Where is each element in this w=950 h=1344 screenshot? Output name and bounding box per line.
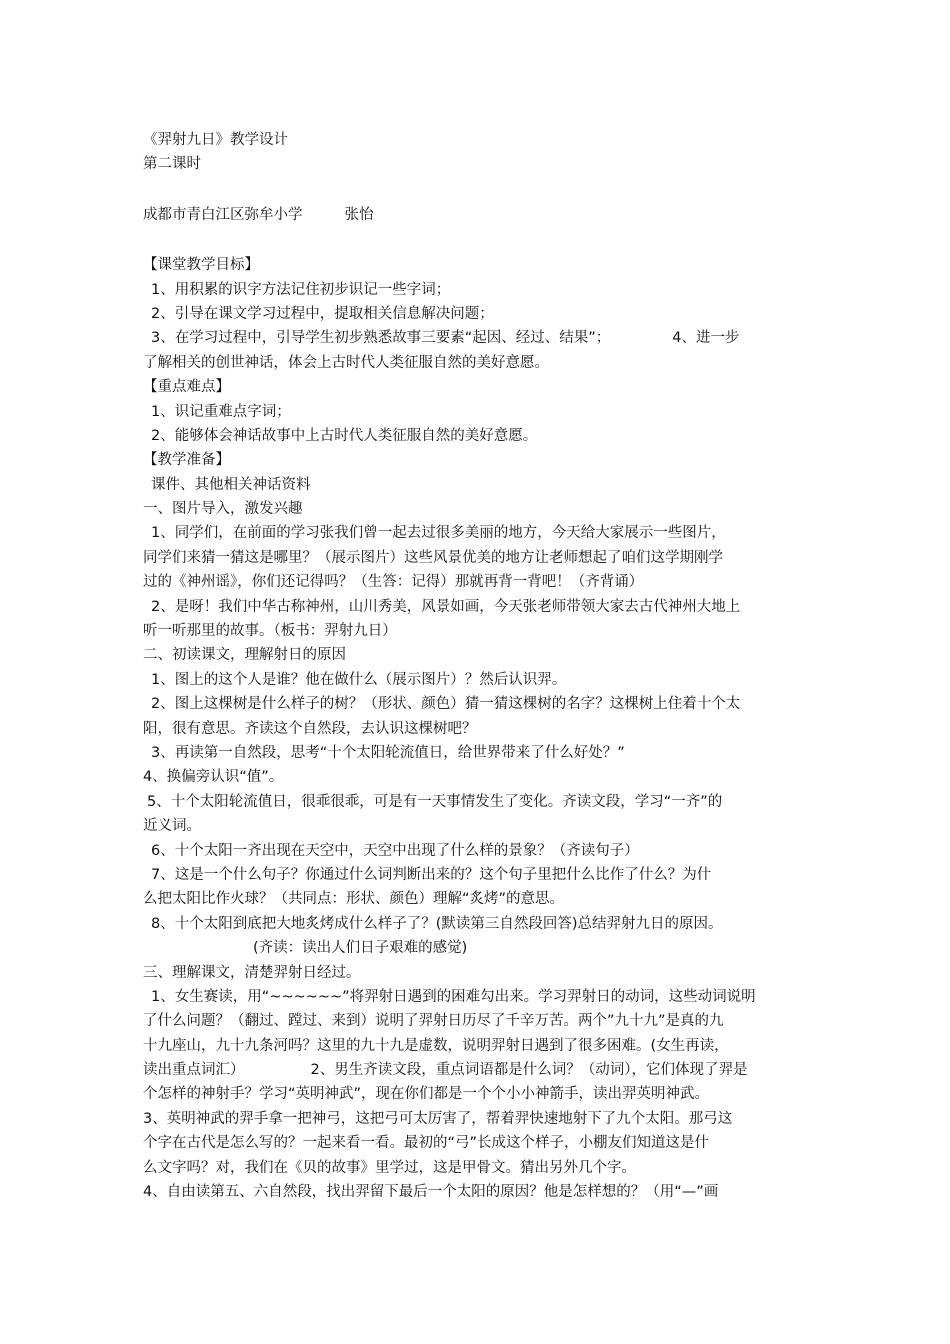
goal-item-4-start: 4、进一步 (672, 330, 740, 347)
part2-step-3: 3、再读第一自然段，思考“十个太阳轮流值日，给世界带来了什么好处？” (151, 744, 625, 761)
part2-step-6: 6、十个太阳一齐出现在天空中，天空中出现了什么样的景象？（齐读句子） (151, 842, 639, 859)
part3-q3-line2: 个字在古代是怎么写的？一起来看一看。最初的“弓”长成这个样子，小棚友们知道这是什 (143, 1135, 710, 1152)
goal-item-4-end: 了解相关的创世神话，体会上古时代人类征服自然的美好意愿。 (143, 354, 549, 371)
goals-heading: 【课堂教学目标】 (143, 257, 259, 274)
part2-step-2-line2: 阳，很有意思。齐读这个自然段，去认识这棵树吧？ (143, 720, 477, 737)
goal-item-3 (143, 326, 810, 350)
part3-q2-start: 2、男生齐读文段，重点词语都是什么词？（动词），它们体现了羿是 (310, 1062, 748, 1079)
prep-heading: 【教学准备】 (143, 452, 230, 469)
part3-q1-line4 (143, 1058, 810, 1082)
part3-q1-line3: 十九座山，九十九条河吗？这里的九十九是虚数，说明羿射日遇到了很多困难。(女生再读， (143, 1037, 729, 1054)
author-line (143, 203, 810, 227)
part2-step-1: 1、图上的这个人是谁？他在做什么（展示图片）？然后认识羿。 (151, 671, 567, 688)
goal-item-2: 2、引导在课文学习过程中，提取相关信息解决问题； (151, 305, 494, 322)
part2-step-4: 4、换偏旁认识“值”。 (143, 769, 284, 786)
part1-p1-line1: 1、同学们，在前面的学习张我们曾一起去过很多美丽的地方，今天给大家展示一些图片， (151, 525, 726, 542)
prep-text: 课件、其他相关神话资料 (151, 476, 311, 493)
part3-q1-line2: 了什么问题？（翻过、蹚过、来到）说明了羿射日历尽了千辛万苦。两个”九十九”是真的九 (143, 1013, 724, 1030)
part3-q1-line1: 1、女生赛读，用“~~~~~~”将羿射日遇到的困难勾出来。学习羿射日的动词，这些动词说明 (151, 988, 756, 1005)
goal-item-3-text: 3、在学习过程中，引导学生初步熟悉故事三要素“起因、经过、结果”； (151, 330, 611, 347)
document-page (143, 128, 810, 1204)
part2-step-5-line1: 5、十个太阳轮流值日，很乖很乖，可是有一天事情发生了变化。齐读文段，学习“一齐”的 (147, 793, 723, 810)
part2-heading: 二、初读课文，理解射日的原因 (143, 647, 346, 664)
part3-q3-line1: 3、英明神武的羿手拿一把神弓，这把弓可太厉害了，帮着羿快速地射下了九个太阳。那弓这 (143, 1110, 733, 1127)
doc-subtitle: 第二课时 (143, 156, 201, 173)
author-name: 张怡 (344, 206, 374, 223)
part1-p2-line2: 听一听那里的故事。（板书：羿射九日） (143, 623, 397, 640)
part2-step-2-line1: 2、图上这棵树是什么样子的树？（形状、颜色）猜一猜这棵树的名字？这棵树上住着十个太 (151, 696, 741, 713)
part2-step-5-line2: 近义词。 (143, 818, 201, 835)
part3-q3-line3: 么文字吗？对，我们在《贝的故事》里学过，这是甲骨文。猜出另外几个字。 (143, 1159, 636, 1176)
keypoints-heading: 【重点难点】 (143, 379, 230, 396)
keypoint-item-1: 1、识记重难点字词； (151, 403, 291, 420)
goal-item-1: 1、用积累的识字方法记住初步识记一些字词； (151, 281, 451, 298)
school-name: 成都市青白江区弥牟小学 (143, 206, 303, 223)
part2-step-7-line1: 7、这是一个什么句子？你通过什么词判断出来的？这个句子里把什么比作了什么？为什 (151, 866, 712, 883)
keypoint-item-2: 2、能够体会神话故事中上古时代人类征服自然的美好意愿。 (151, 427, 538, 444)
part3-q4-line1: 4、自由读第五、六自然段，找出羿留下最后一个太阳的原因？他是怎样想的？（用“—”画 (143, 1184, 719, 1201)
part1-p2-line1: 2、是呀！我们中华古称神州，山川秀美，风景如画，今天张老师带领大家去古代神州大地上 (151, 598, 741, 615)
part2-step-8: 8、十个太阳到底把大地炙烤成什么样子了？(默读第三自然段回答)总结羿射九日的原因。 (151, 915, 723, 932)
part1-heading: 一、图片导入，激发兴趣 (143, 501, 303, 518)
doc-title: 《羿射九日》教学设计 (143, 132, 288, 148)
part1-p1-line3: 过的《神州谣》，你们还记得吗？（生答：记得）那就再背一背吧！（齐背诵） (143, 574, 644, 591)
part1-p1-line2: 同学们来猜一猜这是哪里？（展示图片）这些风景优美的地方让老师想起了咱们这学期刚学 (143, 549, 723, 566)
part3-q1-line4-text: 读出重点词汇） (143, 1062, 245, 1079)
part3-q2-line2: 个怎样的神射手？学习“英明神武”，现在你们都是一个个小小神箭手，读出羿英明神武。 (143, 1086, 710, 1103)
part3-heading: 三、理解课文，清楚羿射日经过。 (143, 964, 361, 981)
part2-step-8-reading: (齐读：读出人们日子艰难的感觉) (253, 940, 468, 957)
part2-step-7-line2: 么把太阳比作火球？（共同点：形状、颜色）理解“炙烤”的意思。 (143, 891, 565, 908)
